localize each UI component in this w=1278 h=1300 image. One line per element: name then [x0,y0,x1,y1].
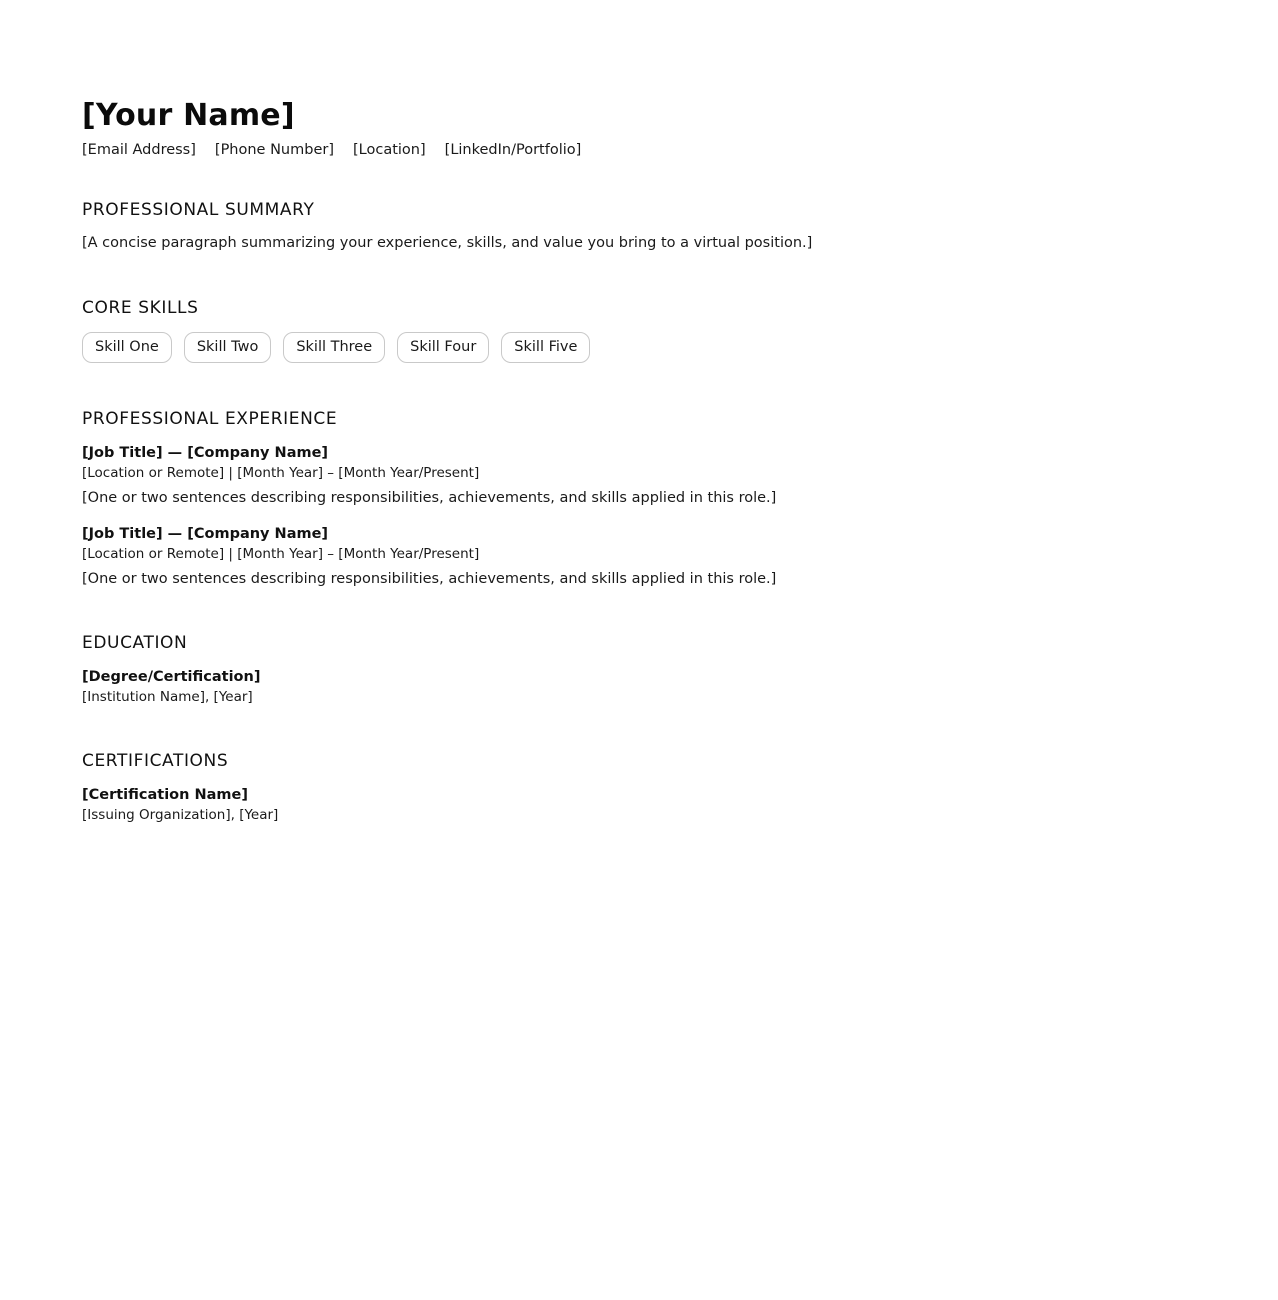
job-title: [Job Title] — [Company Name] [82,445,329,461]
degree-title: [Degree/Certification] [82,669,261,685]
contact-location: [Location] [353,142,426,158]
experience-section [82,408,1278,589]
education-heading: EDUCATION [82,633,188,653]
skills-list [82,332,1278,363]
summary-text: [A concise paragraph summarizing your experience, skills, and value you bring to a virtual position.] [82,235,813,251]
certification-title: [Certification Name] [82,787,249,803]
summary-heading: PROFESSIONAL SUMMARY [82,200,315,220]
job-entry [82,443,1278,508]
certification-entry [82,785,1278,825]
certification-meta: [Issuing Organization], [Year] [82,807,279,823]
skill-tag: Skill Three [283,332,385,363]
job-meta: [Location or Remote] | [Month Year] – [Month Year/Present] [82,465,480,481]
skills-heading: CORE SKILLS [82,298,199,318]
skill-tag: Skill One [82,332,172,363]
job-meta: [Location or Remote] | [Month Year] – [Month Year/Present] [82,546,480,562]
job-entry [82,524,1278,589]
summary-section [82,199,1278,253]
contact-link: [LinkedIn/Portfolio] [444,142,582,158]
education-entry [82,667,1278,707]
job-description: [One or two sentences describing responsibilities, achievements, and skills applied in this role.] [82,490,777,506]
job-title: [Job Title] — [Company Name] [82,526,329,542]
candidate-name: [Your Name] [82,98,295,133]
contact-phone: [Phone Number] [214,142,334,158]
contact-email: [Email Address] [82,142,196,158]
skills-section [82,297,1278,363]
skill-tag: Skill Four [397,332,489,363]
contact-line [82,140,1278,160]
institution-meta: [Institution Name], [Year] [82,689,253,705]
job-description: [One or two sentences describing responsibilities, achievements, and skills applied in this role.] [82,571,777,587]
education-section [82,632,1278,707]
skill-tag: Skill Five [501,332,590,363]
certifications-section [82,750,1278,825]
certifications-heading: CERTIFICATIONS [82,751,229,771]
experience-heading: PROFESSIONAL EXPERIENCE [82,409,338,429]
skill-tag: Skill Two [184,332,271,363]
